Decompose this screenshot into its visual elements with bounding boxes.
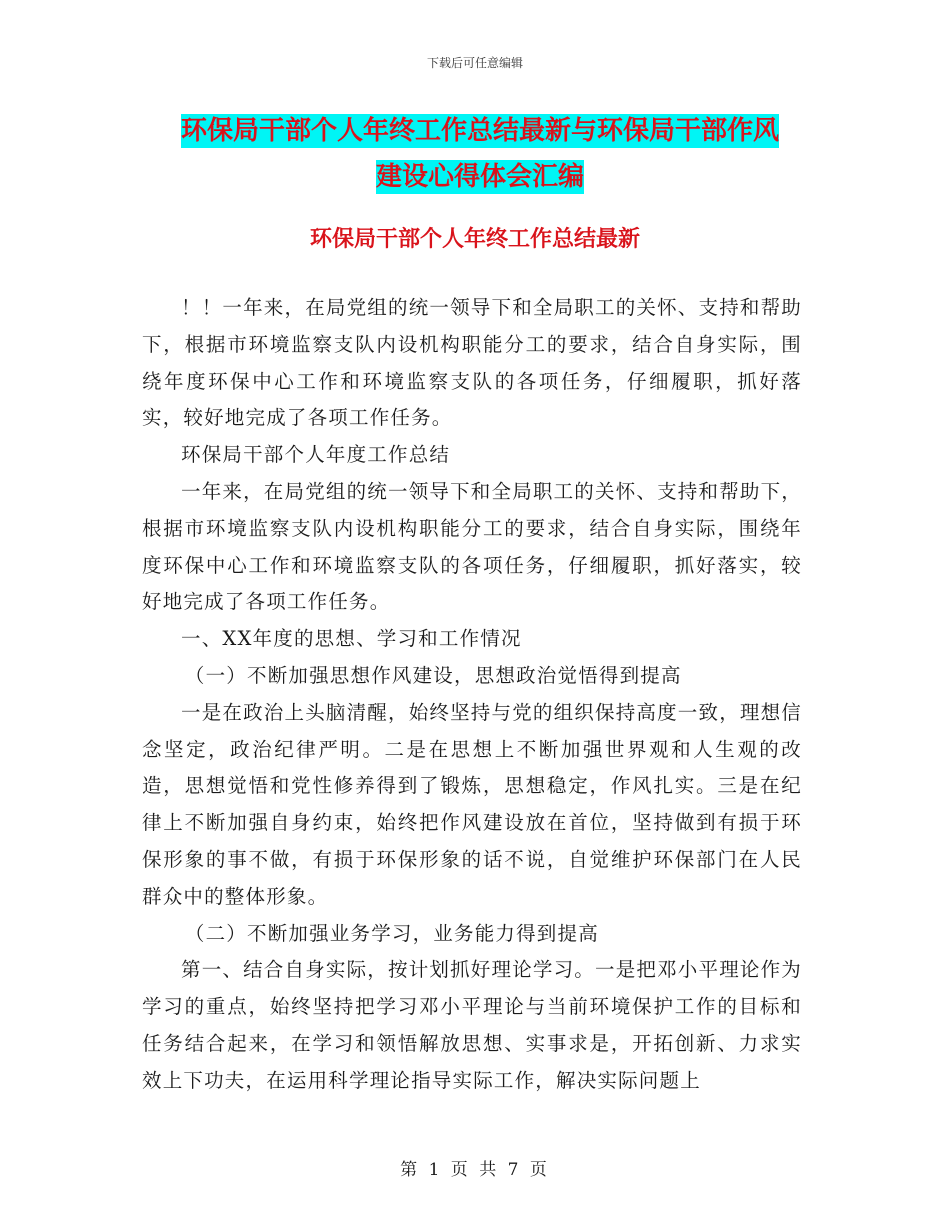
paragraph-intro: ！！一年来，在局党组的统一领导下和全局职工的关怀、支持和帮助下，根据市环境监察支队内设机构职能分工的要求，结合自身实际，围绕年度环保中心工作和环境监察支队的各项任务，仔细履职，抓好落实，较好地完成了各项工作任务。 [142,296,803,430]
paragraph-heading-subsection-1: （一）不断加强思想作风建设，思想政治觉悟得到提高 [184,663,682,687]
document-title [140,108,820,200]
page-footer-number: 第 1 页 共 7 页 [400,1160,550,1180]
paragraph-subheading-summary: 环保局干部个人年度工作总结 [181,443,451,467]
paragraph-political: 一是在政治上头脑清醒，始终坚持与党的组织保持高度一致，理想信念坚定，政治纪律严明。二是在思想上不断加强世界观和人生观的改造，思想觉悟和党性修养得到了锻炼，思想稳定，作风扎实。三是在纪律上不断加强自身约束，始终把作风建设放在首位，坚持做到有损于环保形象的事不做，有损于环保形象的话不说，自觉维护环保部门在人民群众中的整体形象。 [142,700,803,908]
document-body [142,290,802,1100]
document-title-line-1: 环保局干部个人年终工作总结最新与环保局干部作风 [180,116,779,146]
paragraph-study: 第一、结合自身实际，按计划抓好理论学习。一是把邓小平理论作为学习的重点，始终坚持把学习邓小平理论与当前环境保护工作的目标和任务结合起来，在学习和领悟解放思想、实事求是，开拓创新、力求实效上下功夫，在运用科学理论指导实际工作，解决实际问题上 [142,958,803,1092]
paragraph-heading-subsection-2: （二）不断加强业务学习，业务能力得到提高 [184,921,599,945]
paragraph-heading-section-1: 一、XX年度的思想、学习和工作情况 [181,627,522,651]
section-title: 环保局干部个人年终工作总结最新 [309,227,640,252]
page-header-note: 下载后可任意编辑 [426,56,523,70]
document-title-line-2: 建设心得体会汇编 [375,162,584,192]
paragraph-overview: 一年来，在局党组的统一领导下和全局职工的关怀、支持和帮助下，根据市环境监察支队内设机构职能分工的要求，结合自身实际，围绕年度环保中心工作和环境监察支队的各项任务，仔细履职，抓好落实，较好地完成了各项工作任务。 [142,479,803,614]
